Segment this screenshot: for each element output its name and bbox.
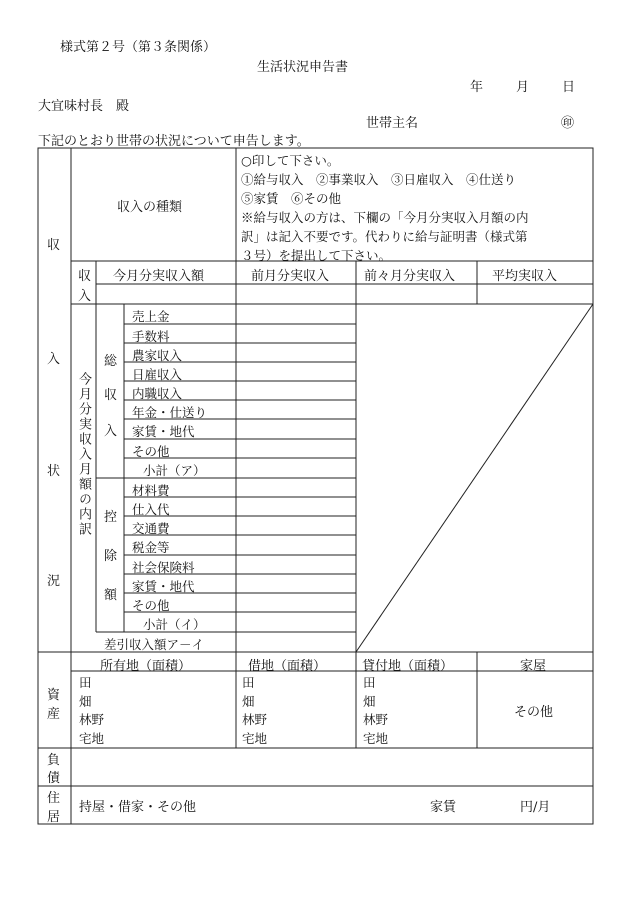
deduction-item-taxes: 税金等	[132, 540, 170, 555]
lent-land-residential: 宅地	[363, 730, 389, 746]
deduction-item-transport: 交通費	[132, 521, 170, 536]
gross-item-farm: 農家収入	[132, 348, 183, 363]
leased-land-forest: 林野	[242, 712, 268, 727]
income-side-char-4: 況	[47, 574, 61, 589]
deduction-subtotal: 小計（イ）	[143, 617, 206, 632]
instruction-line-1: ○印して下さい。	[241, 153, 340, 168]
gross-item-commission: 手数料	[132, 329, 170, 344]
lent-land-items	[363, 674, 388, 748]
assets-side-char-1: 資	[47, 688, 61, 703]
owned-land-paddy: 田	[79, 675, 92, 690]
gross-subtotal: 小計（ア）	[143, 463, 206, 478]
lent-land-field: 畑	[363, 693, 376, 709]
lent-land-paddy: 田	[363, 675, 376, 690]
deduction-item-materials: 材料費	[132, 483, 170, 498]
net-income-label: 差引収入額ア－イ	[104, 637, 205, 652]
addressee: 大宜味村長 殿	[38, 99, 130, 114]
deduction-item-rent: 家賃・地代	[132, 579, 195, 594]
col-header-owned-land: 所有地（面積）	[100, 659, 192, 674]
income-row-char-2: 入	[78, 289, 92, 304]
owned-land-items	[79, 674, 104, 748]
residence-side-char-1: 住	[47, 791, 61, 806]
income-kind-label: 収入の種類	[117, 200, 183, 215]
gross-item-pension: 年金・仕送り	[132, 405, 208, 420]
household-head-label: 世帯主名	[366, 116, 419, 131]
deduction-item-insurance: 社会保険料	[132, 560, 195, 575]
instruction-line-3: ⑤家賃 ⑥その他	[241, 191, 342, 206]
instruction-line-5: 訳」は記入不要です。代わりに給与証明書（様式第	[241, 229, 528, 244]
gross-label-char-2: 収	[104, 388, 118, 403]
deduction-label-char-1: 控	[104, 510, 118, 525]
gross-item-other: その他	[132, 444, 170, 459]
date-month-label: 月	[516, 80, 530, 95]
breakdown-label: 今月分実収入月額の内訳	[76, 372, 91, 537]
gross-item-sales: 売上金	[132, 309, 170, 324]
assets-side-char-2: 産	[47, 707, 61, 722]
gross-item-side-job: 内職収入	[132, 386, 183, 401]
leased-land-paddy: 田	[242, 675, 255, 690]
gross-item-daily-labor: 日雇収入	[132, 367, 183, 382]
deduction-label-char-2: 除	[104, 549, 118, 564]
debt-side-char-2: 債	[47, 771, 61, 786]
gross-label-char-1: 総	[104, 354, 118, 369]
residence-side-char-2: 居	[47, 810, 61, 825]
form-number: 様式第２号（第３条関係）	[60, 40, 217, 55]
col-header-house: 家屋	[520, 659, 547, 674]
income-side-char-3: 状	[47, 464, 61, 479]
deduction-label-char-3: 額	[104, 588, 118, 603]
house-other: その他	[514, 705, 554, 720]
income-side-char-2: 入	[47, 352, 61, 367]
date-year-label: 年	[470, 80, 484, 95]
date-day-label: 日	[562, 80, 576, 95]
col-header-lent-land: 貸付地（面積）	[362, 659, 454, 674]
leased-land-items	[242, 674, 267, 748]
intro-text: 下記のとおり世帯の状況について申告します。	[38, 134, 310, 149]
instruction-line-2: ①給与収入 ②事業収入 ③日雇収入 ④仕送り	[241, 172, 517, 187]
owned-land-field: 畑	[79, 693, 92, 709]
instruction-line-6: ３号）を提出して下さい。	[241, 248, 392, 263]
leased-land-residential: 宅地	[242, 730, 268, 746]
deduction-item-purchasing: 仕入代	[132, 502, 170, 517]
debt-side-char-1: 負	[47, 753, 61, 768]
seal-mark: ㊞	[561, 116, 575, 131]
leased-land-field: 畑	[242, 693, 255, 709]
owned-land-residential: 宅地	[79, 730, 105, 746]
rent-label: 家賃	[430, 800, 457, 815]
gross-item-rent: 家賃・地代	[132, 424, 195, 439]
income-side-char-1: 収	[47, 238, 61, 253]
deduction-item-other: その他	[132, 598, 170, 613]
income-row-char-1: 収	[78, 269, 92, 284]
owned-land-forest: 林野	[79, 712, 105, 727]
form-title: 生活状況申告書	[257, 60, 349, 75]
instruction-line-4: ※給与収入の方は、下欄の「今月分実収入月額の内	[241, 210, 529, 225]
lent-land-forest: 林野	[363, 712, 389, 727]
col-header-two-months-ago: 前々月分実収入	[364, 269, 456, 284]
col-header-last-month: 前月分実収入	[251, 269, 330, 284]
col-header-average: 平均実収入	[492, 269, 558, 284]
col-header-leased-land: 借地（面積）	[248, 659, 327, 674]
income-instructions	[241, 151, 529, 265]
col-header-this-month: 今月分実収入額	[113, 269, 205, 284]
rent-unit: 円/月	[520, 800, 551, 815]
residence-type: 持屋・借家・その他	[79, 800, 197, 815]
gross-label-char-3: 入	[104, 424, 118, 439]
